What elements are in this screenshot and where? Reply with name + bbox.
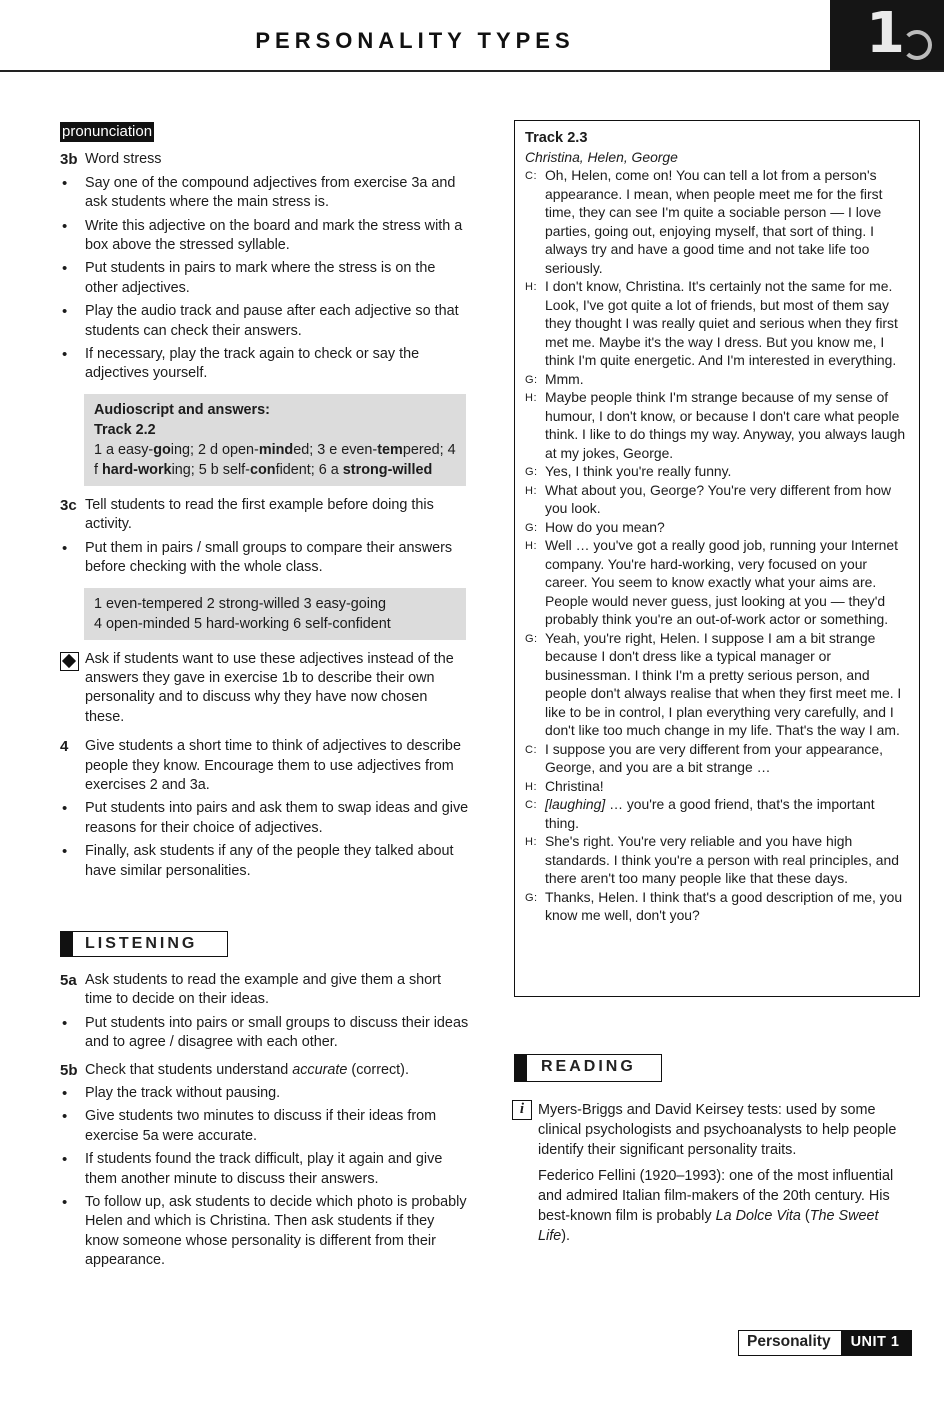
reading-section-header (514, 1054, 662, 1082)
dialogue-line: C: Oh, Helen, come on! You can tell a lot from a person's appearance. I mean, when people meet me for the first time, they can see I'm quite a sociable person — I love parties, going out, enjoying myself, that sort of thing. I always try and have a good time and not take life too seriously. (525, 167, 883, 276)
list-item: • To follow up, ask students to decide which photo is probably Helen and which is Christina. Then ask students if they know someone whose personality is different from their appearance. (60, 1193, 470, 1271)
exercise-5a (60, 971, 470, 1010)
track-speakers: Christina, Helen, George (525, 148, 678, 165)
dialogue-line: H: Well … you've got a really good job, running your Internet company. You're hard-working, very focused on your career. You seem to know exactly what your aims are. People would never guess, just looking at you — they'd probably think you're an out-of-work actor or something. (525, 537, 898, 627)
answer-item: 2 d open-minded; (198, 441, 314, 458)
exercise-3b-bullets (60, 174, 470, 384)
dialogue-line: H: Maybe people think I'm strange because of my sense of humour, I don't know, or because I don't care what people think. I like to do things my way. Anyway, you always laugh at my jokes, George. (525, 389, 906, 461)
exercise-text: Give students a short time to think of adjectives to describe people they know. Encourage them to use adjectives from exercises 2 and 3a. (85, 738, 461, 793)
dialogue-line: G: How do you mean? (525, 518, 665, 535)
list-item: • Put students in pairs to mark where the stress is on the other adjectives. (60, 259, 470, 298)
exercise-4 (60, 737, 470, 795)
unit-number: 1 (866, 1, 905, 66)
list-item: • Put them in pairs / small groups to compare their answers before checking with the whole class. (60, 539, 470, 578)
exercise-number: 4 (60, 738, 69, 756)
answers-list (94, 440, 456, 480)
footer-unit: UNIT 1 (841, 1331, 912, 1355)
exercise-text: Word stress (85, 151, 162, 168)
dialogue-line: H: Christina! (525, 777, 604, 794)
list-item: • Say one of the compound adjectives from exercise 3a and ask students where the main stress is. (60, 174, 470, 213)
reading-notes (512, 1100, 912, 1246)
dialogue-line: G: Yes, I think you're really funny. (525, 463, 732, 479)
list-item: • Put students into pairs or small groups to discuss their ideas and to agree / disagree with each other. (60, 1014, 470, 1053)
page-footer (738, 1330, 912, 1356)
list-item: • If necessary, play the track again to check or say the adjectives yourself. (60, 345, 470, 384)
unit-number-tab (830, 0, 944, 70)
header-rule (0, 70, 944, 72)
answer-item: 6 a strong-willed (318, 461, 433, 478)
exercise-number: 5b (60, 1061, 78, 1079)
listening-section-header (60, 931, 228, 957)
exercise-number: 3c (60, 496, 77, 514)
extra-activity (60, 650, 470, 728)
exercise-5b-bullets (60, 1084, 470, 1271)
dialogue-line: G: Thanks, Helen. I think that's a good description of me, you know me well, don't you? (525, 888, 903, 923)
answer-item: 3 e even-tempered; (317, 441, 444, 458)
info-icon: i (512, 1100, 532, 1120)
track-title: Track 2.3 (525, 130, 588, 146)
audioscript-track-box (514, 120, 920, 997)
exercise-text: Check that students understand accurate (correct). (85, 1061, 409, 1078)
list-item: • Play the track without pausing. (60, 1084, 470, 1103)
answers-box-track: Track 2.2 (94, 421, 156, 438)
reading-note: Myers-Briggs and David Keirsey tests: used by some clinical psychologists and psychoanalysts to help people identify their significant personality traits. (538, 1102, 897, 1158)
dialogue-line: G: Mmm. (525, 370, 584, 387)
answer-item: 4 f hard-working; (94, 441, 456, 478)
list-item: • Give students two minutes to discuss if their ideas from exercise 5a were accurate. (60, 1107, 470, 1146)
exercise-number: 5a (60, 971, 77, 989)
dialogue-line: C: [laughing] … you're a good friend, that's the important thing. (525, 796, 875, 831)
dialogue-line: H: She's right. You're very reliable and you have high standards. I think you're a person with real principles, and there aren't too many people like that these days. (525, 833, 899, 886)
reading-note: Federico Fellini (1920–1993): one of the most influential and admired Italian film-makers of the 20th century. His best-known film is probably La Dolce Vita (The Sweet Life). (538, 1168, 894, 1244)
exercise-5a-bullets (60, 1014, 470, 1053)
exercise-text: Tell students to read the first example before doing this activity. (85, 496, 434, 533)
dialogue-line: C: I suppose you are very different from your appearance, George, and you are a bit strange … (525, 740, 883, 775)
exercise-number: 3b (60, 151, 78, 169)
pronunciation-section-label: pronunciation (62, 123, 153, 140)
exercise-text: Ask students to read the example and give them a short time to decide on their ideas. (85, 971, 441, 1008)
list-item: • Put students into pairs and ask them to swap ideas and give reasons for their choice of adjectives. (60, 799, 470, 838)
page-header-title: PERSONALITY TYPES (255, 28, 575, 53)
answer-item: 1 a easy-going; (94, 441, 194, 458)
answers-line: 4 open-minded 5 hard-working 6 self-confident (94, 615, 391, 632)
answers-line: 1 even-tempered 2 strong-willed 3 easy-going (94, 595, 386, 612)
list-item: • Finally, ask students if any of the people they talked about have similar personalities. (60, 842, 470, 881)
dialogue-line: H: What about you, George? You're very different from how you look. (525, 481, 892, 516)
exercise-3b (60, 150, 470, 169)
audioscript-answers-box (84, 394, 466, 486)
extra-activity-icon (60, 652, 79, 671)
exercise-3c-bullets (60, 539, 470, 578)
answers-box-title: Audioscript and answers: (94, 401, 270, 418)
answers-box-3c (84, 588, 466, 640)
list-item: • If students found the track difficult, play it again and give them another minute to discuss their answers. (60, 1150, 470, 1189)
dialogue-line: H: I don't know, Christina. It's certainly not the same for me. Look, I've got quite a lot of friends, but most of them say they thought I was really quiet and serious when they first met me. Maybe it's the way I dress. But you know me, I think I'm quite energetic. And I'm interested in everything. (525, 278, 898, 368)
dialogue-line: G: Yeah, you're right, Helen. I suppose I am a bit strange because I don't dress like a typical manager or businessman. I think I'm a pretty serious person, and people don't always realise that when they first meet me. I like to be in control, I plan everything very carefully, and I don't like too much change in my life. That's the way I am. (525, 629, 902, 738)
teacher-notes-column (60, 122, 470, 1271)
section-bar (61, 932, 73, 956)
list-item: • Write this adjective on the board and mark the stress with a box above the stressed syllable. (60, 217, 470, 256)
exercise-5b (60, 1061, 470, 1080)
section-bar (515, 1055, 527, 1081)
extra-activity-text: Ask if students want to use these adjectives instead of the answers they gave in exercise 1b to describe their own personality and to discuss why they have now chosen these. (85, 650, 454, 725)
footer-topic: Personality (747, 1333, 831, 1350)
exercise-4-bullets (60, 799, 470, 881)
reading-label: READING (541, 1058, 636, 1075)
exercise-3c (60, 496, 470, 535)
listening-label: LISTENING (85, 934, 198, 952)
list-item: • Play the audio track and pause after each adjective so that students can check their answers. (60, 302, 470, 341)
swirl-icon (902, 30, 932, 60)
answer-item: 5 b self-confident; (198, 461, 315, 478)
